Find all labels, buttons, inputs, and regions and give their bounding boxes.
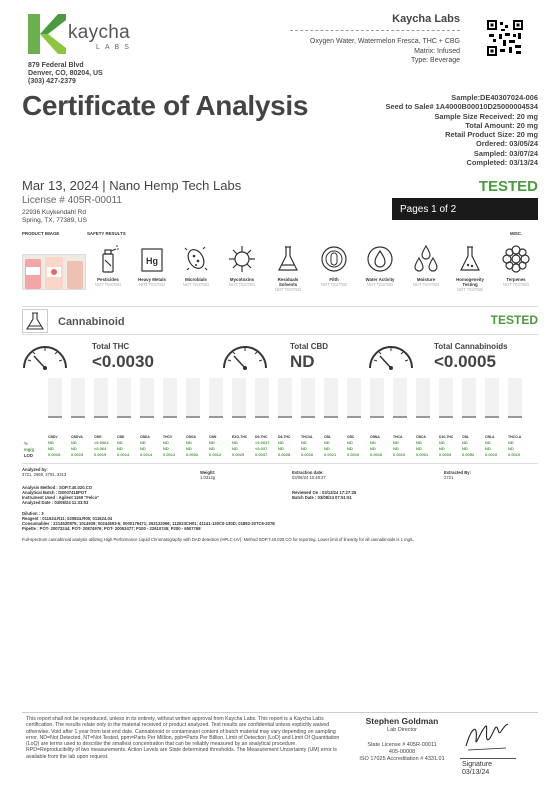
cannabinoid-pct-value: ND	[71, 440, 77, 445]
weight-value: 1.0312g	[200, 475, 216, 480]
analyzed-date-line: Analyzed Date : 03/08/24 11:33:53	[22, 500, 89, 505]
cannabinoid-mg-value: ND	[370, 446, 376, 451]
filth-icon	[319, 244, 349, 274]
consumables-line: Consumables : 2214520875; 1014939; 00244593-5; 0000179471; 263122066; 112023CH01; 41141-130C0-130D; 01892-20TC6-207E	[22, 521, 276, 526]
kaycha-logo-mark-icon	[28, 14, 66, 54]
filth-test	[314, 244, 354, 287]
cannabinoid-lod-value: 0.0052	[462, 452, 475, 457]
cannabinoid-bar-2	[71, 378, 85, 418]
heavy-metals-test	[132, 244, 172, 287]
cannabinoid-pct-value: <0.0037	[255, 440, 270, 445]
cannabinoid-pct-value: ND	[439, 440, 445, 445]
cannabinoid-lod-value: 0.0001	[416, 452, 429, 457]
cannabinoid-bar-5	[140, 378, 154, 418]
cannabinoid-pct-value: ND	[209, 440, 215, 445]
droplets-icon	[411, 244, 441, 274]
signature-label: Signature	[462, 761, 492, 768]
lab-title: Kaycha Labs	[392, 13, 460, 25]
heavy-metals-label: Heavy Metals	[138, 277, 166, 282]
batch-date-line: Batch Date : 03/08/24 07:51:51	[292, 495, 352, 500]
total-thc-gauge-icon	[20, 338, 70, 370]
cannabinoid-flask-icon	[23, 310, 47, 332]
cannabinoid-mg-value: ND	[232, 446, 238, 451]
sample-id: Sample:DE40307024-006	[451, 93, 538, 102]
cannabinoid-lod-value: 0.0025	[232, 452, 245, 457]
cannabinoid-column-header: CBC	[347, 435, 355, 439]
client-headline: Mar 13, 2024 | Nano Hemp Tech Labs	[22, 178, 242, 193]
cannabinoid-pct-value: ND	[416, 440, 422, 445]
water-drop-icon	[365, 244, 395, 274]
cannabinoid-lod-value: 0.0028	[278, 452, 291, 457]
product-type: Type: Beverage	[410, 57, 460, 64]
cannabinoid-bar-16	[393, 378, 407, 418]
residual-solvents-status: NOT TESTED	[274, 287, 302, 292]
row-label-mg: mg/g	[24, 447, 35, 452]
moisture-label: Moisture	[416, 277, 436, 282]
cannabinoid-mg-value: ND	[278, 446, 284, 451]
microbials-label: Microbials	[185, 277, 207, 282]
analyzed-by-label: Analyzed by:	[22, 467, 48, 472]
homogeneity-status: NOT TESTED	[456, 287, 484, 292]
extraction-date-label: Extraction date:	[292, 470, 324, 475]
cannabinoid-mg-value: ND	[439, 446, 445, 451]
flask-icon	[275, 244, 301, 274]
cannabinoid-divider-bottom	[22, 334, 538, 335]
header-divider	[290, 30, 460, 31]
total-thc-label: Total THC	[92, 342, 130, 351]
cannabinoid-column-header: D10-THC	[439, 435, 454, 439]
water-activity-test	[360, 244, 400, 287]
pesticides-status: NOT TESTED	[94, 282, 122, 287]
cannabinoid-pct-value: ND	[48, 440, 54, 445]
cannabinoid-mg-value: ND	[416, 446, 422, 451]
cannabinoid-pct-value: ND	[347, 440, 353, 445]
cannabinoid-bar-11	[278, 378, 292, 418]
cannabinoid-column-header: CBDVA	[71, 435, 83, 439]
cannabinoid-bar-15	[370, 378, 384, 418]
meta-divider	[22, 463, 538, 464]
cannabinoid-lod-value: 0.0010	[508, 452, 521, 457]
cannabinoid-column-header: CBCA	[416, 435, 426, 439]
cannabinoid-pct-value: ND	[140, 440, 146, 445]
cannabinoid-mg-value: ND	[347, 446, 353, 451]
cannabinoid-column-header: CBL	[462, 435, 469, 439]
completed-date: Completed: 03/13/24	[466, 158, 538, 168]
cannabinoid-lod-value: 0.0014	[117, 452, 130, 457]
total-cannabinoids-value: <0.0005	[434, 352, 496, 371]
water-activity-label: Water Activity	[365, 277, 395, 282]
cannabinoid-column-header: THCO-A	[508, 435, 522, 439]
homogeneity-flask-icon	[457, 244, 483, 274]
cannabinoid-lod-value: 0.0004	[439, 452, 452, 457]
dilution-line: Dilution : 3	[22, 511, 44, 516]
lab-address-line1: 879 Federal Blvd	[28, 62, 84, 69]
cannabinoid-lod-value: 0.0012	[163, 452, 176, 457]
cannabinoid-bar-21	[508, 378, 522, 418]
cannabinoid-pct-value: ND	[508, 440, 514, 445]
sample-size: Sample Size Received: 20 mg	[434, 111, 538, 121]
state-license: State License # 405R-00011	[367, 742, 437, 748]
cannabinoid-bar-9	[232, 378, 246, 418]
cannabinoid-lod-value: 0.0015	[71, 452, 84, 457]
cannabinoid-column-header: EXO-THC	[232, 435, 248, 439]
svg-text:Hg: Hg	[146, 256, 158, 266]
cannabinoid-pct-value: ND	[232, 440, 238, 445]
cannabinoid-mg-value: ND	[324, 446, 330, 451]
analysis-method-line: Analysis Method : SOP.T.40.020.CO	[22, 485, 92, 490]
iso-accreditation: ISO 17025 Accreditation # 4331.01	[359, 756, 445, 762]
cannabinoid-mg-value: ND	[301, 446, 307, 451]
cannabinoid-status-badge: TESTED	[490, 313, 538, 327]
cannabinoid-bar-4	[117, 378, 131, 418]
microbials-test	[176, 244, 216, 287]
cannabinoid-pct-value: ND	[324, 440, 330, 445]
cannabinoid-column-header: CBDA	[140, 435, 150, 439]
terpenes-status: NOT TESTED	[502, 282, 530, 287]
cannabinoid-pct-value: ND	[163, 440, 169, 445]
residual-solvents-test	[268, 244, 308, 292]
cannabinoid-pct-value: ND	[278, 440, 284, 445]
license-secondary: 405-00008	[388, 749, 416, 755]
homogeneity-label: Homogeneity Testing	[456, 277, 484, 287]
cannabinoid-mg-value: ND	[71, 446, 77, 451]
cannabinoid-pct-value: ND	[485, 440, 491, 445]
cannabinoid-bar-7	[186, 378, 200, 418]
cannabinoid-lod-value: 0.0002	[186, 452, 199, 457]
analyzed-by-block	[22, 467, 66, 477]
cannabinoid-bar-10	[255, 378, 269, 418]
reagent-line: Reagent : 011624.R11; 020824.R05; 011624.04	[22, 516, 113, 521]
cannabinoid-mg-value: ND	[117, 446, 123, 451]
signature-caption	[462, 761, 492, 777]
cannabinoid-column-header: CBN	[209, 435, 217, 439]
total-cannabinoids-gauge-icon	[366, 338, 416, 370]
signature-date: 03/13/24	[462, 769, 490, 776]
moisture-status: NOT TESTED	[412, 282, 440, 287]
total-cbd-label: Total CBD	[290, 342, 329, 351]
cannabinoid-bar-13	[324, 378, 338, 418]
cannabinoid-lod-value: 0.0010	[347, 452, 360, 457]
product-image	[22, 254, 86, 290]
cannabinoid-bar-18	[439, 378, 453, 418]
cannabinoid-column-header: CBL	[324, 435, 331, 439]
page-indicator: Pages 1 of 2	[392, 198, 538, 220]
retail-size: Retail Product Size: 20 mg	[445, 130, 538, 140]
cannabinoid-bar-1	[48, 378, 62, 418]
client-address	[22, 209, 87, 225]
extraction-date-block	[292, 470, 326, 480]
spray-bottle-icon	[96, 244, 120, 274]
cannabinoid-mg-value: ND	[393, 446, 399, 451]
cannabinoid-column-header: D8-THC	[278, 435, 291, 439]
heavy-metals-status: NOT TESTED	[138, 282, 166, 287]
ordered-date: Ordered: 03/05/24	[475, 139, 538, 149]
product-image-heading: PRODUCT IMAGE	[22, 231, 60, 236]
cannabinoid-pct-value: ND	[301, 440, 307, 445]
cannabinoid-pct-value: ND	[462, 440, 468, 445]
terpenes-label: Terpenes	[506, 277, 526, 282]
signature-image	[462, 716, 512, 761]
labs-wordmark: LABS	[96, 44, 134, 51]
cannabinoid-bar-19	[462, 378, 476, 418]
cannabinoid-column-header: CBG	[94, 435, 102, 439]
microbe-icon	[183, 244, 209, 274]
cannabinoid-bar-6	[163, 378, 177, 418]
cannabinoid-lod-value: 0.0016	[301, 452, 314, 457]
document-title: Certificate of Analysis	[22, 90, 309, 121]
cannabinoid-lod-value: 0.0021	[324, 452, 337, 457]
cannabinoid-mg-value: <0.037	[255, 446, 268, 451]
kaycha-logo	[28, 14, 66, 59]
client-address-line2: Spring, TX, 77389, US	[22, 217, 87, 224]
cannabinoid-pct-value: ND	[117, 440, 123, 445]
pesticides-test	[88, 244, 128, 287]
cannabinoid-bar-8	[209, 378, 223, 418]
cannabinoid-lod-value: 0.0037	[255, 452, 268, 457]
mycotoxins-status: NOT TESTED	[228, 282, 256, 287]
cannabinoid-lod-value: 0.0015	[94, 452, 107, 457]
cannabinoid-bar-14	[347, 378, 361, 418]
mycotoxins-test	[222, 244, 262, 287]
cannabinoid-pct-value: ND	[186, 440, 192, 445]
cannabinoid-mg-value: ND	[163, 446, 169, 451]
microbials-status: NOT TESTED	[182, 282, 210, 287]
cannabinoid-pct-value: <0.0064	[94, 440, 109, 445]
cannabinoid-bar-3	[94, 378, 108, 418]
misc-heading: MISC.	[510, 231, 523, 236]
cannabinoid-bar-12	[301, 378, 315, 418]
cannabinoid-mg-value: ND	[462, 446, 468, 451]
signer-licenses	[352, 742, 452, 763]
weight-block	[200, 470, 215, 480]
cannabinoid-mg-value: ND	[508, 446, 514, 451]
footer-disclaimer: This report shall not be reproduced, unless in its entirety, without written approval from Kaycha Labs. This report is a Kaycha Labs certification. The results relate only to the material received or product analyzed. Test results are confidential unless explicitly waived otherwise. Void after 1 year from test end date. Cannabinoid or contaminant content of batch material may vary depending on sampling error. ND=Not Detected, NT=Not Tested, ppm=Parts Per Million, ppb=Parts Per Billion. Limit of Detection (LoD) and Limit Of Quantitation (LoQ) are terms used to describe the smallest concentration that can be reliably measured by an analytical procedure. RPD=Reproducibility of two measurements. Action Levels are State determined thresholds. The Measurement Uncertainty (UM) error is available from the lab upon request.	[26, 716, 340, 760]
client-license: License # 405R-00011	[22, 195, 122, 206]
row-label-lod: LOD	[24, 453, 33, 458]
terpenes-test	[496, 244, 536, 287]
cannabinoid-divider-top	[22, 306, 538, 307]
cannabinoid-column-header: THCVA	[301, 435, 313, 439]
signer-name: Stephen Goldman	[365, 716, 439, 726]
extracted-by-value: 2721	[444, 475, 454, 480]
total-thc-value: <0.0030	[92, 352, 154, 371]
qr-code-icon[interactable]	[487, 20, 523, 61]
cannabinoid-lod-value: 0.0015	[48, 452, 61, 457]
filth-label: Filth	[329, 277, 339, 282]
seed-to-sale-id: Seed to Sale# 1A4000B00010D25000004534	[385, 102, 538, 112]
cannabinoid-bar-17	[416, 378, 430, 418]
cannabinoid-column-header: CBNA	[370, 435, 380, 439]
cannabinoid-mg-value: <0.064	[94, 446, 107, 451]
sample-info	[386, 93, 538, 167]
sampled-date: Sampled: 03/07/24	[473, 148, 538, 158]
total-cannabinoids-label: Total Cannabinoids	[434, 342, 508, 351]
homogeneity-test	[450, 244, 490, 292]
cannabinoid-lod-value: 0.0019	[393, 452, 406, 457]
cannabinoid-column-header: THCA	[393, 435, 403, 439]
total-amount: Total Amount: 20 mg	[465, 120, 538, 130]
signer-block	[352, 716, 452, 763]
terpene-flower-icon	[501, 244, 531, 274]
mycotoxins-label: Mycotoxins	[229, 277, 255, 282]
product-info	[310, 37, 460, 66]
cannabinoid-mg-value: ND	[140, 446, 146, 451]
virus-icon	[227, 244, 257, 274]
cannabinoid-title: Cannabinoid	[58, 316, 125, 328]
filth-status: NOT TESTED	[320, 282, 348, 287]
product-matrix: Matrix: Infused	[414, 47, 460, 55]
extracted-by-block	[444, 470, 471, 480]
pipette-line: Pipette : POT- 20073244; POT- 20874976; POT- 20053477; P100 - 22610745; P200 - 6507768	[22, 526, 201, 531]
weight-label: Weight:	[200, 470, 216, 475]
cannabinoid-icon-box	[22, 309, 48, 333]
cannabinoid-lod-value: 0.0012	[209, 452, 222, 457]
cannabinoid-column-header: CBLA	[485, 435, 495, 439]
signer-title: Lab Director	[387, 727, 417, 733]
cannabinoid-mg-value: ND	[186, 446, 192, 451]
pesticides-label: Pesticides	[97, 277, 119, 282]
cannabinoid-column-header: CBD	[117, 435, 125, 439]
extraction-date-value: 03/08/24 10:48:27	[292, 475, 326, 480]
cannabinoid-column-header: CBGA	[186, 435, 196, 439]
product-name: Oxygen Water, Watermelon Fresca, THC + CBG	[309, 38, 460, 45]
cannabinoid-lod-value: 0.0010	[485, 452, 498, 457]
safety-results-heading: SAFETY RESULTS	[87, 231, 126, 236]
handwritten-signature-icon	[462, 716, 512, 756]
cannabinoid-column-header: D9-THC	[255, 435, 268, 439]
cannabinoid-mg-value: ND	[209, 446, 215, 451]
instrument-line: Instrument Used : Agilent 1169 "Felco"	[22, 495, 100, 500]
overall-status-badge: TESTED	[478, 178, 538, 195]
hg-box-icon	[140, 244, 164, 274]
total-cbd-value: ND	[290, 352, 315, 371]
lab-address	[28, 62, 103, 86]
water-activity-status: NOT TESTED	[366, 282, 394, 287]
reviewed-on-line: Reviewed On : 03/13/24 17:27:25	[292, 490, 357, 495]
cannabinoid-column-header: THCV	[163, 435, 173, 439]
lab-address-line2: Denver, CO, 80204, US	[28, 70, 103, 77]
cannabinoid-pct-value: ND	[393, 440, 399, 445]
total-cbd-gauge-icon	[220, 338, 270, 370]
signature-line	[460, 758, 516, 759]
cannabinoid-mg-value: ND	[485, 446, 491, 451]
cannabinoid-mg-value: ND	[48, 446, 54, 451]
lab-phone: (303) 427-2379	[28, 78, 76, 85]
extracted-by-label: Extracted By:	[444, 470, 471, 475]
analyzed-by-value: 3721, 2969, 2791, 3313	[22, 472, 67, 477]
residual-solvents-label: Residuals Solvents	[277, 277, 299, 287]
kaycha-wordmark: kaycha	[68, 22, 131, 43]
cannabinoid-bar-20	[485, 378, 499, 418]
method-footnote: Full-spectrum cannabinoid analysis utilizing High Performance Liquid Chromatography with DAD detection (HPLC-UV). Method SOP.T.40.020.CO for reporting. Lower limit of linearity for all cannabinoids is 1 mg/L.	[22, 537, 415, 542]
row-label-percent: %	[24, 441, 28, 446]
cannabinoid-lod-value: 0.0014	[140, 452, 153, 457]
cannabinoid-column-header: CBDV	[48, 435, 58, 439]
client-address-line1: 22936 Kuykendahl Rd	[22, 209, 86, 216]
moisture-test	[406, 244, 446, 287]
cannabinoid-lod-value: 0.0016	[370, 452, 383, 457]
analytical-batch-line: Analytical Batch : DE007418POT	[22, 490, 87, 495]
footer-divider	[22, 712, 538, 713]
cannabinoid-pct-value: ND	[370, 440, 376, 445]
